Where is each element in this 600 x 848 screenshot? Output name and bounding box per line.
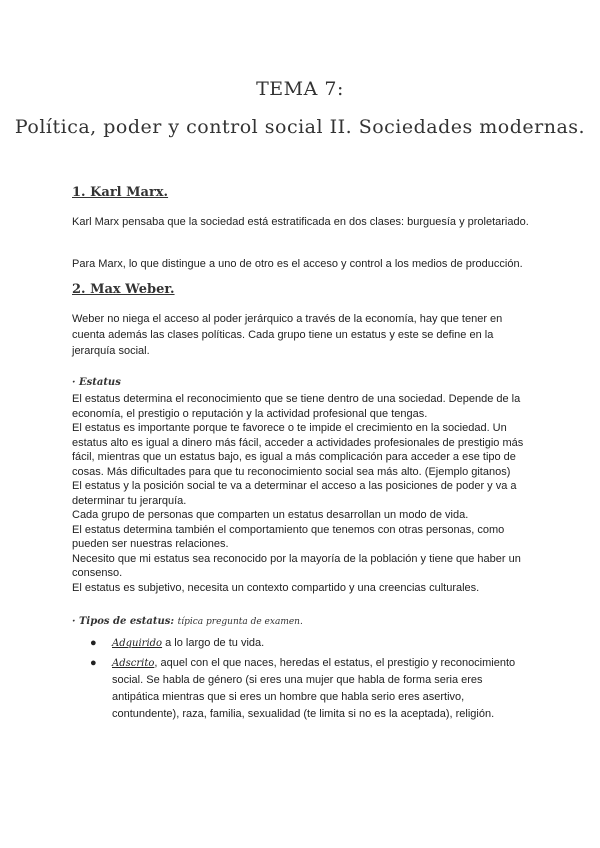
text-line: pueden ser nuestras relaciones. — [72, 538, 229, 550]
text-line: El estatus es importante porque te favorece o te impide el crecimiento en la sociedad. Un — [72, 422, 507, 434]
term-adscrito: Adscrito — [112, 658, 155, 669]
paragraph: Karl Marx pensaba que la sociedad está estratificada en dos clases: burguesía y proletariado. — [72, 216, 529, 228]
paragraph: Weber no niega el acceso al poder jerárquico a través de la economía, hay que tener en cuenta además las clases políticas. Cada grupo tiene un estatus y este se define en la jerarquía social. — [72, 313, 503, 357]
bullet-icon: ● — [90, 657, 97, 669]
term-adquirido: Adquirido — [112, 638, 163, 649]
text-line: El estatus y la posición social te va a determinar el acceso a las posiciones de poder y va a — [72, 480, 517, 492]
status-types-list — [88, 635, 528, 726]
paragraph: Para Marx, lo que distingue a uno de otro es el acceso y control a los medios de producción. — [72, 258, 523, 270]
text-line: El estatus es subjetivo, necesita un contexto compartido y una creencias culturales. — [72, 581, 480, 594]
text-line: Necesito que mi estatus sea reconocido por la mayoría de la población y tiene que haber un — [72, 552, 521, 565]
text-line: estatus alto es igual a dinero más fácil, acceder a actividades profesionales de prestigio más — [72, 436, 524, 449]
page-title-line1: TEMA 7: — [256, 78, 344, 100]
subheading-estatus: · Estatus — [72, 377, 121, 388]
item-text: , aquel con el que naces, heredas el estatus, el prestigio y reconocimiento social. Se habla de género (si eres una mujer que habla de forma seria eres antipática mientras que si eres un hombre que habla serio eres asertivo, contundente), raza, familia, sexualidad (te limita si no es la aceptada), religión. — [112, 657, 516, 720]
text-line: cosas. Más dificultades para que tu reconocimiento social sea más alto. (Ejemplo gitanos) — [72, 465, 511, 478]
text-line: fácil, mientras que un estatus bajo, es igual a más complicación para acceder a ese tipo de — [72, 451, 516, 463]
text-line: El estatus determina también el comportamiento que tenemos con otras personas, como — [72, 523, 505, 536]
section-heading-marx: 1. Karl Marx. — [72, 185, 169, 200]
text-line: consenso. — [72, 567, 123, 579]
text-line: economía, el prestigio o reputación y la actividad profesional que tengas. — [72, 407, 428, 420]
text-line: El estatus determina el reconocimiento que se tiene dentro de una sociedad. Depende de la — [72, 393, 521, 405]
text-line: determinar tu jerarquía. — [72, 494, 187, 507]
exam-note: típica pregunta de examen. — [177, 617, 303, 627]
list-item — [88, 635, 528, 652]
section-heading-weber: 2. Max Weber. — [72, 282, 175, 297]
bullet-icon: ● — [90, 637, 97, 649]
estatus-text — [72, 392, 532, 595]
item-text: a lo largo de tu vida. — [162, 637, 265, 649]
page-title-line2: Política, poder y control social II. Sociedades modernas. — [14, 116, 586, 138]
subheading-tipos-label: · Tipos de estatus: — [72, 616, 175, 627]
subheading-tipos — [72, 616, 303, 627]
text-line: Cada grupo de personas que comparten un estatus desarrollan un modo de vida. — [72, 509, 469, 521]
list-item — [88, 655, 528, 723]
